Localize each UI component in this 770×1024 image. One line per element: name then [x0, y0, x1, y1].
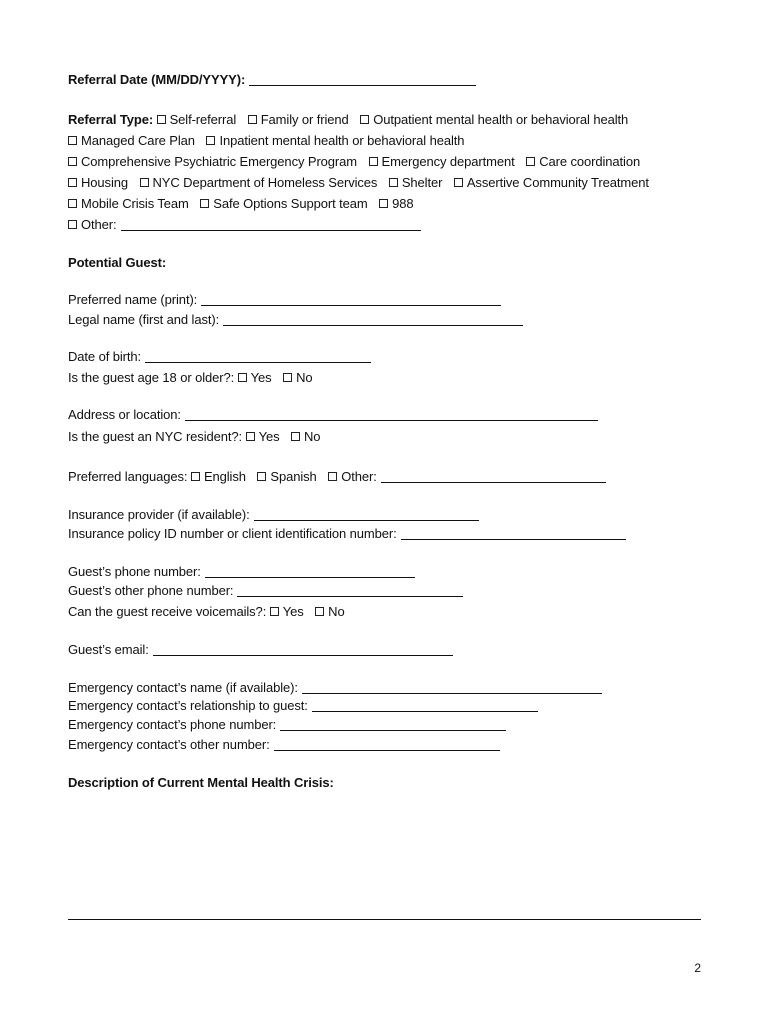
voicemail-row: Can the guest receive voicemails?: Yes No	[68, 604, 345, 619]
checkbox[interactable]	[369, 157, 378, 166]
lang-other-field[interactable]	[381, 470, 606, 483]
referral-date-row	[68, 71, 476, 88]
insurance-provider-row: Insurance provider (if available):	[68, 506, 479, 523]
referral-type-other-row	[68, 216, 421, 233]
checkbox[interactable]	[291, 432, 300, 441]
option-mobile-crisis[interactable]: Mobile Crisis Team	[68, 195, 189, 212]
insurance-provider-field[interactable]	[254, 508, 479, 521]
option-cpep[interactable]: Comprehensive Psychiatric Emergency Program	[68, 153, 357, 170]
referral-date-field[interactable]	[249, 73, 476, 86]
option-988[interactable]: 988	[379, 195, 413, 212]
option-housing[interactable]: Housing	[68, 174, 128, 191]
voicemail-no-option[interactable]: No	[315, 603, 344, 620]
lang-spanish-option[interactable]: Spanish	[257, 468, 316, 485]
referral-type-label: Referral Type:	[68, 112, 154, 127]
checkbox[interactable]	[238, 373, 247, 382]
email-row: Guest’s email:	[68, 641, 453, 658]
nyc-resident-row: Is the guest an NYC resident?: Yes No	[68, 429, 321, 444]
age-row: Is the guest age 18 or older?: Yes No	[68, 370, 313, 385]
option-safe-options[interactable]: Safe Options Support team	[200, 195, 367, 212]
preferred-name-field[interactable]	[201, 293, 501, 306]
referral-date-label: Referral Date (MM/DD/YYYY):	[68, 72, 246, 87]
checkbox[interactable]	[283, 373, 292, 382]
checkbox[interactable]	[191, 472, 200, 481]
referral-type-row-2	[68, 132, 472, 149]
potential-guest-heading: Potential Guest:	[68, 255, 167, 270]
checkbox[interactable]	[379, 199, 388, 208]
nyc-no-option[interactable]: No	[291, 428, 320, 445]
ec-phone-field[interactable]	[280, 718, 506, 731]
checkbox[interactable]	[389, 178, 398, 187]
phone-field[interactable]	[205, 565, 415, 578]
ec-relationship-field[interactable]	[312, 699, 538, 712]
checkbox[interactable]	[454, 178, 463, 187]
age-yes-option[interactable]: Yes	[238, 369, 272, 386]
option-inpatient[interactable]: Inpatient mental health or behavioral health	[206, 132, 464, 149]
crisis-heading: Description of Current Mental Health Crisis:	[68, 775, 334, 790]
ec-phone-row: Emergency contact’s phone number:	[68, 716, 506, 733]
checkbox[interactable]	[68, 199, 77, 208]
referral-type-row-1	[68, 111, 636, 128]
referral-type-row-5	[68, 195, 422, 212]
option-care-coordination[interactable]: Care coordination	[526, 153, 640, 170]
crisis-description-line[interactable]	[68, 919, 701, 920]
checkbox[interactable]	[68, 157, 77, 166]
nyc-yes-option[interactable]: Yes	[246, 428, 280, 445]
checkbox[interactable]	[526, 157, 535, 166]
option-dhs[interactable]: NYC Department of Homeless Services	[140, 174, 378, 191]
checkbox[interactable]	[68, 136, 77, 145]
languages-row: Preferred languages: English Spanish Other:	[68, 468, 614, 485]
other-field[interactable]	[121, 218, 421, 231]
address-field[interactable]	[185, 408, 598, 421]
dob-field[interactable]	[145, 350, 371, 363]
checkbox[interactable]	[140, 178, 149, 187]
checkbox[interactable]	[68, 220, 77, 229]
lang-other-option[interactable]: Other:	[328, 468, 606, 485]
referral-type-row-4	[68, 174, 657, 191]
checkbox[interactable]	[200, 199, 209, 208]
checkbox[interactable]	[248, 115, 257, 124]
checkbox[interactable]	[270, 607, 279, 616]
ec-other-field[interactable]	[274, 738, 500, 751]
checkbox[interactable]	[68, 178, 77, 187]
other-phone-field[interactable]	[237, 584, 463, 597]
other-phone-row: Guest’s other phone number:	[68, 582, 463, 599]
page-number: 2	[694, 961, 701, 975]
voicemail-yes-option[interactable]: Yes	[270, 603, 304, 620]
lang-english-option[interactable]: English	[191, 468, 246, 485]
option-managed-care[interactable]: Managed Care Plan	[68, 132, 195, 149]
option-self-referral[interactable]: Self-referral	[157, 111, 237, 128]
referral-type-row-3	[68, 153, 648, 170]
checkbox[interactable]	[360, 115, 369, 124]
checkbox[interactable]	[206, 136, 215, 145]
checkbox[interactable]	[257, 472, 266, 481]
checkbox[interactable]	[328, 472, 337, 481]
dob-row: Date of birth:	[68, 348, 371, 365]
age-no-option[interactable]: No	[283, 369, 312, 386]
option-outpatient[interactable]: Outpatient mental health or behavioral health	[360, 111, 628, 128]
option-shelter[interactable]: Shelter	[389, 174, 443, 191]
email-field[interactable]	[153, 643, 453, 656]
checkbox[interactable]	[315, 607, 324, 616]
preferred-name-row: Preferred name (print):	[68, 291, 501, 308]
option-family-friend[interactable]: Family or friend	[248, 111, 349, 128]
legal-name-field[interactable]	[223, 313, 523, 326]
ec-other-row: Emergency contact’s other number:	[68, 736, 500, 753]
ec-name-field[interactable]	[302, 681, 602, 694]
checkbox[interactable]	[157, 115, 166, 124]
ec-relationship-row: Emergency contact’s relationship to guest:	[68, 697, 538, 714]
option-act[interactable]: Assertive Community Treatment	[454, 174, 649, 191]
legal-name-row: Legal name (first and last):	[68, 311, 523, 328]
checkbox[interactable]	[246, 432, 255, 441]
address-row: Address or location:	[68, 406, 598, 423]
insurance-id-field[interactable]	[401, 527, 626, 540]
option-emergency-dept[interactable]: Emergency department	[369, 153, 515, 170]
other-label: Other:	[81, 217, 117, 232]
phone-row: Guest’s phone number:	[68, 563, 415, 580]
ec-name-row: Emergency contact’s name (if available):	[68, 679, 602, 696]
insurance-id-row: Insurance policy ID number or client identification number:	[68, 525, 626, 542]
